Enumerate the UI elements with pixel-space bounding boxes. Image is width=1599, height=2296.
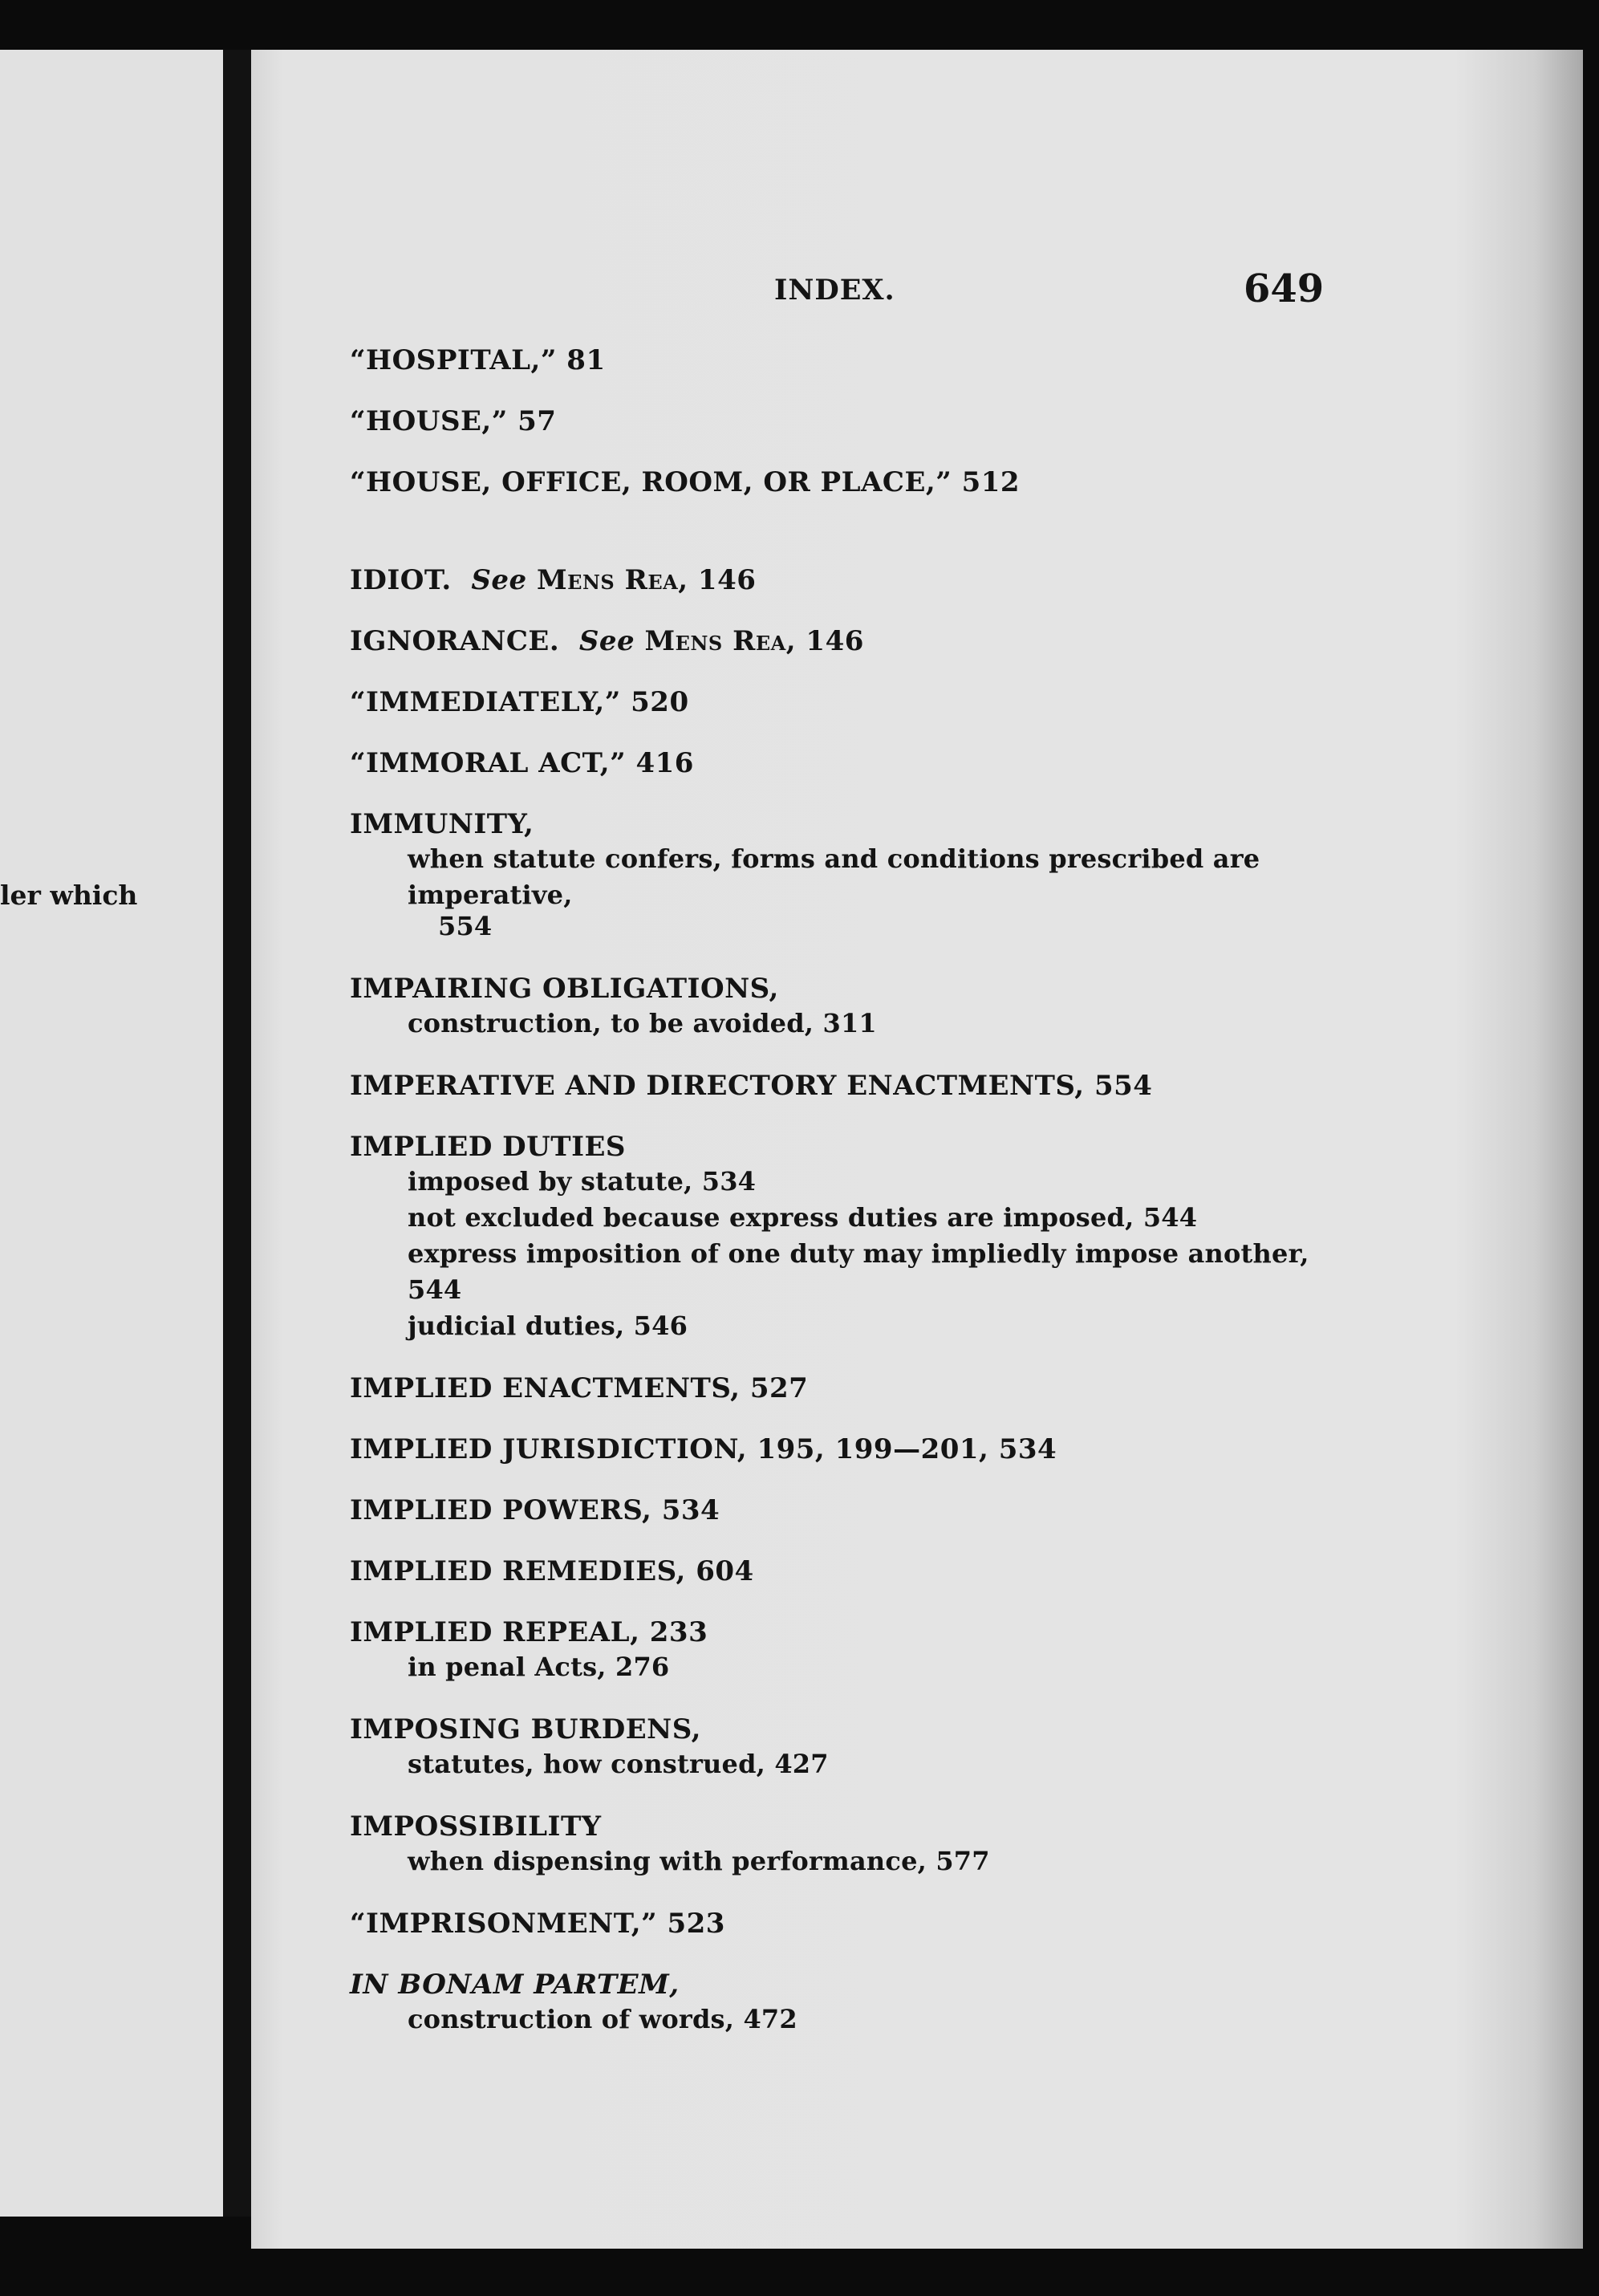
entry-heading: “IMMORAL ACT,” 416 xyxy=(350,747,694,779)
index-list xyxy=(350,343,1337,2065)
entry-heading: “IMPRISONMENT,” 523 xyxy=(350,1908,725,1940)
entry-subheading: judicial duties, 546 xyxy=(408,1311,688,1341)
entry-subheading: express imposition of one duty may impliedly impose another, 544 xyxy=(408,1238,1309,1305)
entry-heading: IMPLIED ENACTMENTS, 527 xyxy=(350,1372,809,1404)
index-entry xyxy=(350,807,1337,945)
page-gutter xyxy=(223,50,251,2217)
index-entry xyxy=(350,1968,1337,2038)
entry-subheading: when dispensing with performance, 577 xyxy=(408,1846,990,1876)
entry-heading: “HOUSE,” 57 xyxy=(350,405,557,437)
entry-subheading: statutes, how construed, 427 xyxy=(408,1749,829,1779)
index-entry xyxy=(350,404,1337,438)
index-entry xyxy=(350,1554,1337,1588)
section-gap xyxy=(350,526,1337,563)
see-label: See xyxy=(471,564,527,596)
index-entry xyxy=(350,465,1337,499)
entry-subheading: not excluded because express duties are imposed, 544 xyxy=(408,1202,1198,1233)
entry-heading: IMPLIED REMEDIES, 604 xyxy=(350,1555,754,1587)
entry-subheading: construction, to be avoided, 311 xyxy=(408,1008,877,1038)
entry-subheading: when statute confers, forms and conditions prescribed are imperative, xyxy=(408,843,1260,910)
entry-heading: IMMUNITY, xyxy=(350,808,534,840)
index-entry xyxy=(350,1432,1337,1466)
entry-heading: IN BONAM PARTEM, xyxy=(350,1969,680,2001)
index-entry xyxy=(350,1372,1337,1405)
entry-subheading: construction of words, 472 xyxy=(408,2004,797,2034)
entry-heading xyxy=(350,624,1337,658)
index-entry xyxy=(350,1493,1337,1527)
entry-heading: IMPLIED DUTIES xyxy=(350,1131,626,1163)
entry-heading xyxy=(350,563,1337,597)
index-entry xyxy=(350,1810,1337,1879)
index-entry xyxy=(350,1069,1337,1103)
entry-heading: IMPOSING BURDENS, xyxy=(350,1713,701,1745)
entry-heading: IMPAIRING OBLIGATIONS, xyxy=(350,973,779,1005)
index-entry xyxy=(350,1615,1337,1685)
page-number: 649 xyxy=(1244,266,1325,311)
cross-reference: Mens Rea xyxy=(537,564,679,596)
index-entry xyxy=(350,624,1337,658)
index-entry xyxy=(350,1713,1337,1782)
index-entry xyxy=(350,972,1337,1042)
left-page xyxy=(0,50,223,2217)
entry-heading: IMPERATIVE AND DIRECTORY ENACTMENTS, 554 xyxy=(350,1070,1153,1102)
running-head: INDEX. xyxy=(774,274,895,307)
cross-reference: Mens Rea xyxy=(644,625,786,657)
entry-heading: IMPOSSIBILITY xyxy=(350,1810,602,1843)
entry-heading: IMPLIED REPEAL, 233 xyxy=(350,1616,708,1648)
entry-subheading: imposed by statute, 534 xyxy=(408,1166,757,1197)
see-label: See xyxy=(578,625,635,657)
left-page-text-fragment: ler which xyxy=(0,880,138,911)
index-entry xyxy=(350,1907,1337,1940)
entry-heading: “HOSPITAL,” 81 xyxy=(350,344,606,376)
index-entry xyxy=(350,685,1337,719)
entry-heading: IMPLIED POWERS, 534 xyxy=(350,1494,720,1526)
cross-reference-page: , 146 xyxy=(678,564,757,596)
index-entry xyxy=(350,1130,1337,1344)
entry-heading: “IMMEDIATELY,” 520 xyxy=(350,686,689,718)
entry-heading-term: IDIOT. xyxy=(350,564,452,596)
entry-subheading: in penal Acts, 276 xyxy=(408,1652,670,1682)
index-entry xyxy=(350,343,1337,377)
index-entry xyxy=(350,563,1337,597)
entry-subheading-continuation: 554 xyxy=(438,911,493,941)
entry-heading-term: IGNORANCE. xyxy=(350,625,560,657)
cross-reference-page: , 146 xyxy=(785,625,864,657)
entry-heading: IMPLIED JURISDICTION, 195, 199—201, 534 xyxy=(350,1433,1057,1465)
entry-heading: “HOUSE, OFFICE, ROOM, OR PLACE,” 512 xyxy=(350,466,1021,498)
index-entry xyxy=(350,746,1337,780)
